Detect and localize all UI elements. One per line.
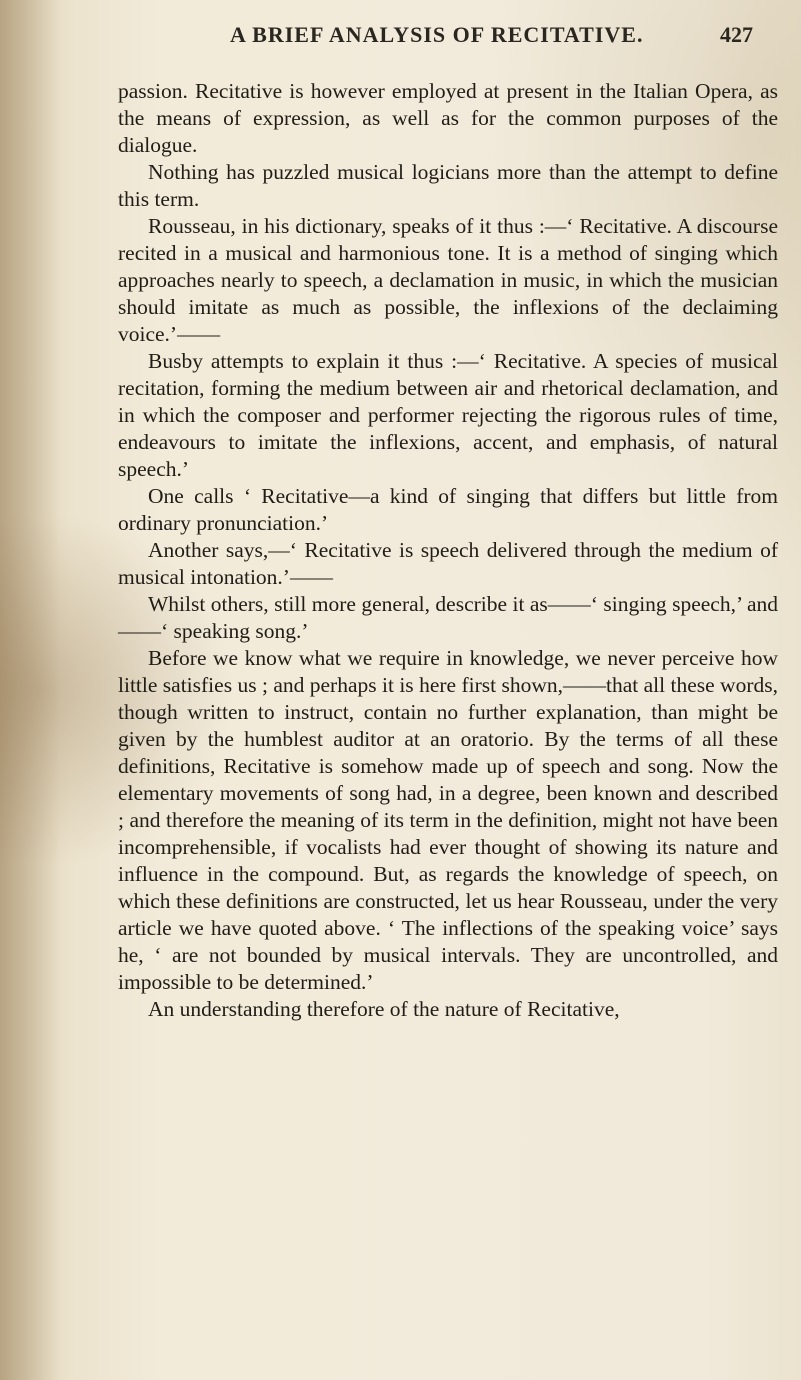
body-text: [118, 78, 778, 1023]
paragraph: An understanding therefore of the nature of Recitative,: [148, 997, 620, 1021]
paragraph: Nothing has puzzled musical logicians more than the attempt to define this term.: [118, 160, 778, 211]
paragraph: Before we know what we require in knowledge, we never perceive how little satisfies us ; and perhaps it is here first shown,——that all these words, though written to instruct, contain no further explanation, than might be given by the humblest auditor at an oratorio. By the terms of all these definitions, Recitative is somehow made up of speech and song. Now the elementary movements of song had, in a degree, been known and described ; and therefore the meaning of its term in the definition, might not have been incomprehensible, if vocalists had ever thought of showing its nature and influence in the compound. But, as regards the knowledge of speech, on which these definitions are constructed, let us hear Rousseau, under the very article we have quoted above. ‘ The inflections of the speaking voice’ says he, ‘ are not bounded by musical intervals. They are uncontrolled, and impossible to be determined.’: [118, 646, 778, 994]
paragraph: Whilst others, still more general, describe it as——‘ singing speech,’ and——‘ speaking song.’: [118, 592, 778, 643]
paragraph: Busby attempts to explain it thus :—‘ Recitative. A species of musical recitation, forming the medium between air and rhetorical declamation, and in which the composer and performer rejecting the rigorous rules of time, endeavours to imitate the inflexions, accent, and emphasis, of natural speech.’: [118, 349, 778, 481]
paragraph: passion. Recitative is however employed at present in the Italian Opera, as the means of expression, as well as for the common purposes of the dialogue.: [118, 79, 778, 157]
spine-shadow: [0, 0, 60, 1380]
page-number: 427: [720, 22, 753, 47]
paragraph: Rousseau, in his dictionary, speaks of it thus :—‘ Recitative. A discourse recited in a musical and harmonious tone. It is a method of singing which approaches nearly to speech, a declamation in music, in which the musician should imitate as much as possible, the inflexions of the declaiming voice.’——: [118, 214, 778, 346]
paragraph: One calls ‘ Recitative—a kind of singing that differs but little from ordinary pronunciation.’: [118, 484, 778, 535]
paragraph: Another says,—‘ Recitative is speech delivered through the medium of musical intonation.’——: [118, 538, 778, 589]
running-title: A BRIEF ANALYSIS OF RECITATIVE.: [230, 22, 644, 47]
